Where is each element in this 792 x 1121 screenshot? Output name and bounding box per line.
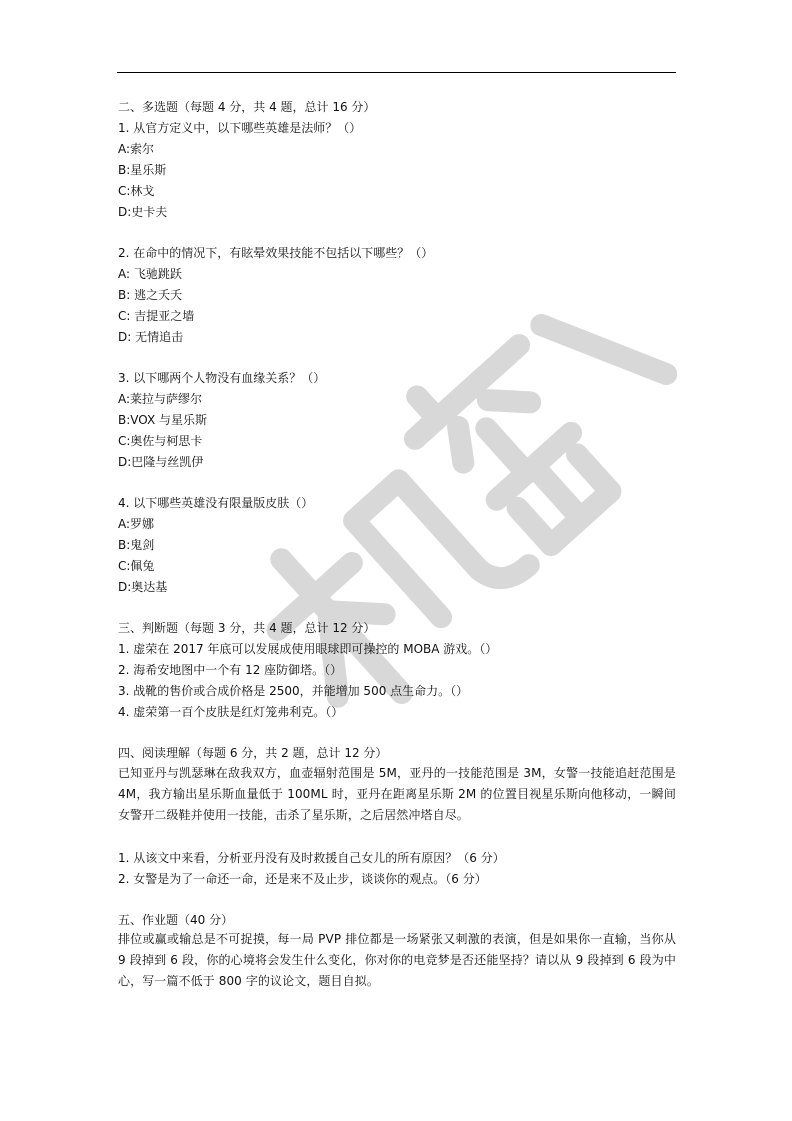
option: D:奥达基	[118, 580, 168, 594]
reading-question: 1. 从该文中来看，分析亚丹没有及时救援自己女儿的所有原因？（6 分）	[118, 851, 505, 865]
option: B:星乐斯	[118, 163, 167, 177]
section-heading-true-false: 三、判断题（每题 3 分，共 4 题，总计 12 分）	[118, 621, 376, 635]
option: A:罗娜	[118, 517, 155, 531]
essay-prompt: 排位或赢或输总是不可捉摸，每一局 PVP 排位都是一场紧张又刺激的表演，但是如果你一直输，当你从 9 段掉到 6 段，你的心境将会发生什么变化，你对你的电竞梦是否还能坚持？请以从 9 段掉到 6 段为中心，写一篇不低于 800 字的议论文，题目自拟。	[118, 932, 676, 988]
true-false-item: 4. 虚荣第一百个皮肤是红灯笼弗利克。（）	[118, 705, 344, 719]
option: D: 无情追击	[118, 330, 184, 344]
true-false-item: 2. 海希安地图中一个有 12 座防御塔。（）	[118, 663, 343, 677]
option: D:巴隆与丝凯伊	[118, 455, 204, 469]
section-heading-multiple-choice: 二、多选题（每题 4 分，共 4 题，总计 16 分）	[118, 100, 376, 114]
section-heading-reading: 四、阅读理解（每题 6 分，共 2 题，总计 12 分）	[118, 746, 388, 760]
option: B:鬼剑	[118, 538, 155, 552]
question-stem: 2. 在命中的情况下，有眩晕效果技能不包括以下哪些？（）	[118, 246, 434, 260]
option: C:林戈	[118, 184, 155, 198]
true-false-item: 1. 虚荣在 2017 年底可以发展成使用眼球即可操控的 MOBA 游戏。（）	[118, 642, 498, 656]
header-rule	[117, 72, 676, 73]
option: C:奥佐与柯思卡	[118, 434, 203, 448]
true-false-item: 3. 战靴的售价或合成价格是 2500，并能增加 500 点生命力。（）	[118, 684, 469, 698]
option: A: 飞驰跳跃	[118, 267, 182, 281]
option: D:史卡夫	[118, 205, 168, 219]
option: B:VOX 与星乐斯	[118, 413, 207, 427]
option: C: 吉提亚之墙	[118, 309, 195, 323]
option: A:索尔	[118, 142, 155, 156]
option: C:佩兔	[118, 559, 155, 573]
reading-passage: 已知亚丹与凯瑟琳在敌我双方，血壶辐射范围是 5M，亚丹的一技能范围是 3M，女警一技能追赶范围是 4M，我方输出星乐斯血量低于 100ML 时，亚丹在距离星乐斯 2M 的位置目视星乐斯向他移动，一瞬间女警开二级鞋并使用一技能，击杀了星乐斯，之后居然冲塔自尽。	[118, 766, 676, 822]
option: B: 逃之夭夭	[118, 288, 183, 302]
option: A:莱拉与萨缪尔	[118, 392, 203, 406]
reading-question: 2. 女警是为了一命还一命，还是来不及止步，谈谈你的观点。（6 分）	[118, 872, 487, 886]
question-stem: 4. 以下哪些英雄没有限量版皮肤（）	[118, 496, 314, 510]
section-heading-essay: 五、作业题（40 分）	[118, 913, 234, 927]
question-stem: 3. 以下哪两个人物没有血缘关系？（）	[118, 371, 326, 385]
question-stem: 1. 从官方定义中，以下哪些英雄是法师？（）	[118, 121, 362, 135]
